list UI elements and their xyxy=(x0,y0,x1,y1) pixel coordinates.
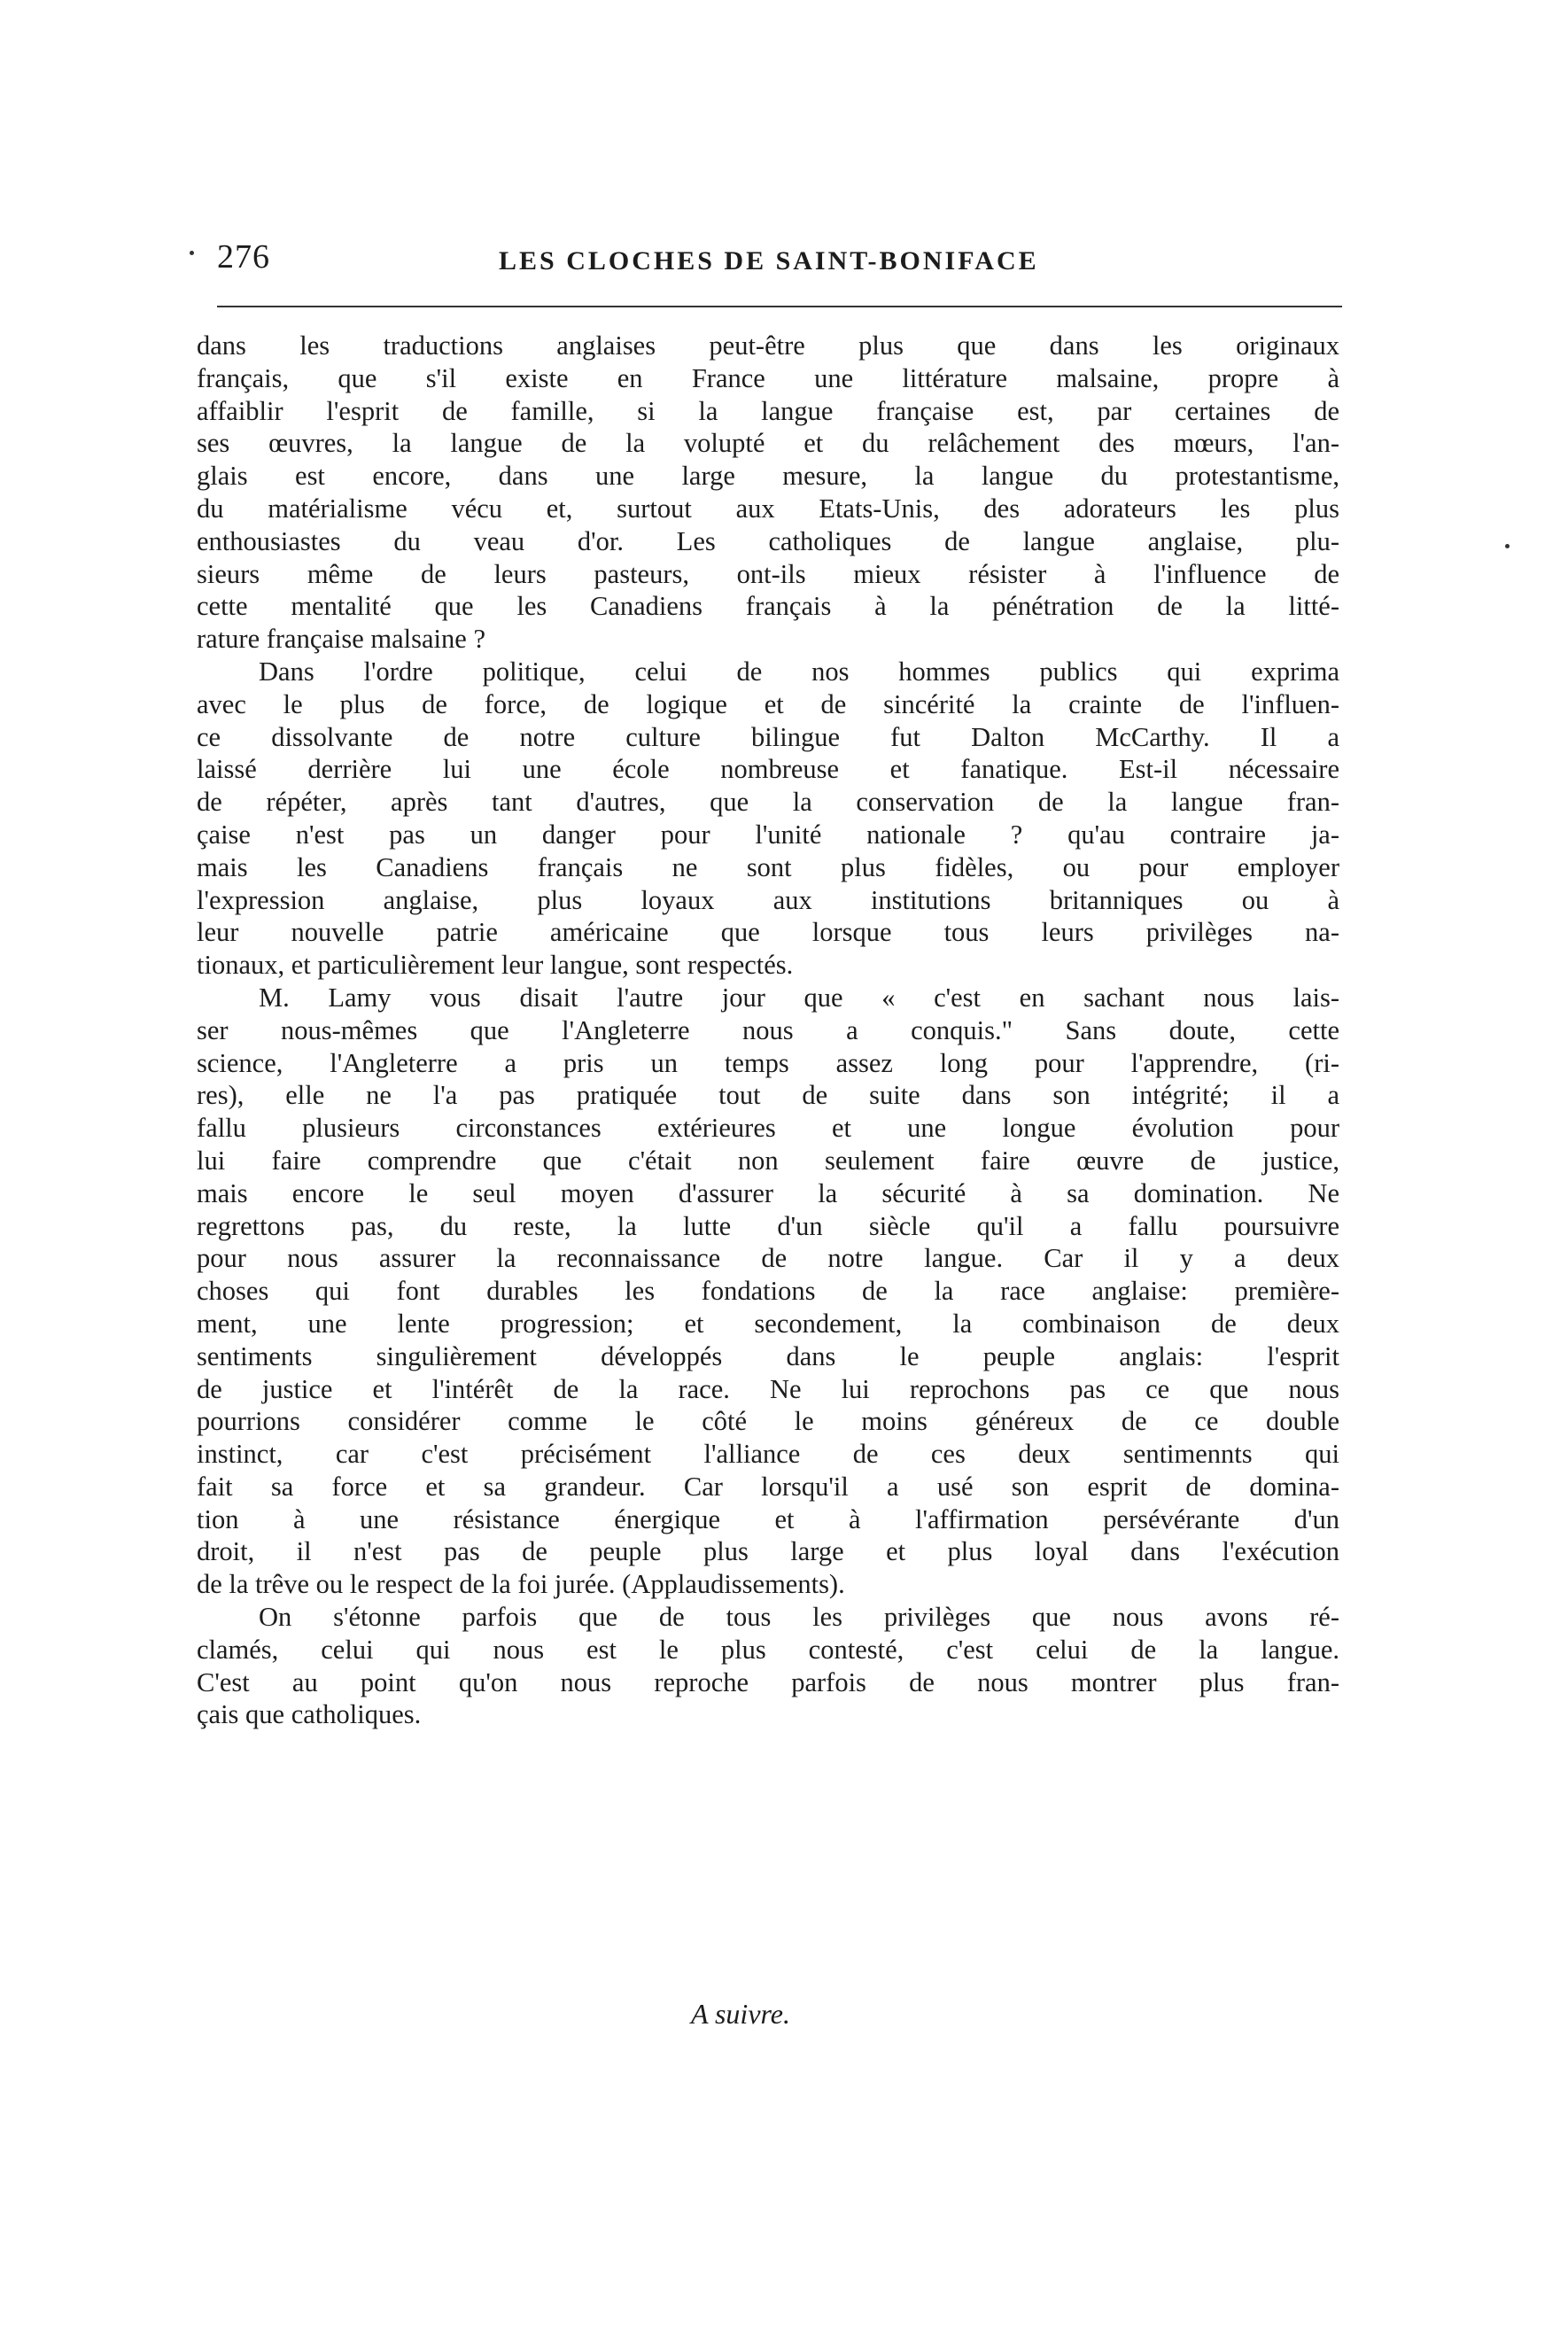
margin-dot xyxy=(190,251,194,255)
text-line: droit, il n'est pas de peuple plus large et plus loyal dans l'exécution xyxy=(197,1536,1339,1567)
text-line: cette mentalité que les Canadiens français à la pénétration de la litté- xyxy=(197,591,1339,622)
text-line: fallu plusieurs circonstances extérieures et une longue évolution pour xyxy=(197,1113,1339,1144)
running-title: LES CLOCHES DE SAINT-BONIFACE xyxy=(499,246,1039,276)
text-line: de la trêve ou le respect de la foi jurée. (Applaudissements). xyxy=(197,1569,845,1600)
text-line: rature française malsaine ? xyxy=(197,624,485,655)
text-line: clamés, celui qui nous est le plus contesté, c'est celui de la langue. xyxy=(197,1634,1339,1665)
text-line: l'expression anglaise, plus loyaux aux institutions britanniques ou à xyxy=(197,884,1339,915)
text-line: pourrions considérer comme le côté le moins généreux de ce double xyxy=(197,1406,1339,1437)
text-line: ser nous-mêmes que l'Angleterre nous a conquis." Sans doute, cette xyxy=(197,1014,1339,1045)
text-line: choses qui font durables les fondations de la race anglaise: première- xyxy=(197,1276,1339,1307)
text-line: sentiments singulièrement développés dans le peuple anglais: l'esprit xyxy=(197,1340,1339,1371)
text-line: laissé derrière lui une école nombreuse et fanatique. Est-il nécessaire xyxy=(197,754,1339,785)
text-line: tion à une résistance énergique et à l'affirmation persévérante d'un xyxy=(197,1503,1339,1534)
text-line: français, que s'il existe en France une littérature malsaine, propre à xyxy=(197,362,1339,393)
text-line: de répéter, après tant d'autres, que la conservation de la langue fran- xyxy=(197,787,1339,818)
text-line: mais encore le seul moyen d'assurer la sécurité à sa domination. Ne xyxy=(197,1177,1339,1208)
text-line: Dans l'ordre politique, celui de nos hommes publics qui exprima xyxy=(259,656,1339,687)
text-line: instinct, car c'est précisément l'alliance de ces deux sentimennts qui xyxy=(197,1439,1339,1470)
text-line: enthousiastes du veau d'or. Les catholiques de langue anglaise, plu- xyxy=(197,525,1339,556)
text-line: ment, une lente progression; et secondement, la combinaison de deux xyxy=(197,1308,1339,1339)
text-line: affaiblir l'esprit de famille, si la langue française est, par certaines de xyxy=(197,395,1339,426)
text-line: dans les traductions anglaises peut-être plus que dans les originaux xyxy=(197,330,1339,361)
text-line: de justice et l'intérêt de la race. Ne lui reprochons pas ce que nous xyxy=(197,1373,1339,1404)
text-line: pour nous assurer la reconnaissance de notre langue. Car il y a deux xyxy=(197,1243,1339,1274)
page-number: 276 xyxy=(217,238,270,276)
text-line: glais est encore, dans une large mesure, la langue du protestantisme, xyxy=(197,461,1339,492)
text-line: çaise n'est pas un danger pour l'unité nationale ? qu'au contraire ja- xyxy=(197,819,1339,850)
text-line: sieurs même de leurs pasteurs, ont-ils mieux résister à l'influence de xyxy=(197,558,1339,589)
text-line: lui faire comprendre que c'était non seulement faire œuvre de justice, xyxy=(197,1145,1339,1176)
text-line: tionaux, et particulièrement leur langue, sont respectés. xyxy=(197,950,794,981)
text-line: leur nouvelle patrie américaine que lorsque tous leurs privilèges na- xyxy=(197,917,1339,948)
text-line: M. Lamy vous disait l'autre jour que « c'est en sachant nous lais- xyxy=(259,982,1339,1013)
text-line: çais que catholiques. xyxy=(197,1699,422,1730)
text-line: ses œuvres, la langue de la volupté et du relâchement des mœurs, l'an- xyxy=(197,428,1339,459)
text-line: mais les Canadiens français ne sont plus fidèles, ou pour employer xyxy=(197,851,1339,882)
header-rule xyxy=(217,306,1342,307)
text-line: avec le plus de force, de logique et de sincérité la crainte de l'influen- xyxy=(197,688,1339,719)
body-text xyxy=(197,330,1339,1731)
text-line: ce dissolvante de notre culture bilingue fut Dalton McCarthy. Il a xyxy=(197,721,1339,752)
closing-note: A suivre. xyxy=(691,1998,790,2030)
text-line: du matérialisme vécu et, surtout aux Etats-Unis, des adorateurs les plus xyxy=(197,493,1339,524)
text-line: On s'étonne parfois que de tous les privilèges que nous avons ré- xyxy=(259,1602,1339,1633)
text-line: science, l'Angleterre a pris un temps assez long pour l'apprendre, (ri- xyxy=(197,1047,1339,1078)
text-line: fait sa force et sa grandeur. Car lorsqu'il a usé son esprit de domina- xyxy=(197,1471,1339,1502)
text-line: res), elle ne l'a pas pratiquée tout de suite dans son intégrité; il a xyxy=(197,1080,1339,1111)
text-line: regrettons pas, du reste, la lutte d'un siècle qu'il a fallu poursuivre xyxy=(197,1210,1339,1241)
page-header xyxy=(217,237,1338,291)
text-line: C'est au point qu'on nous reproche parfois de nous montrer plus fran- xyxy=(197,1666,1339,1697)
margin-dot xyxy=(1505,544,1510,548)
